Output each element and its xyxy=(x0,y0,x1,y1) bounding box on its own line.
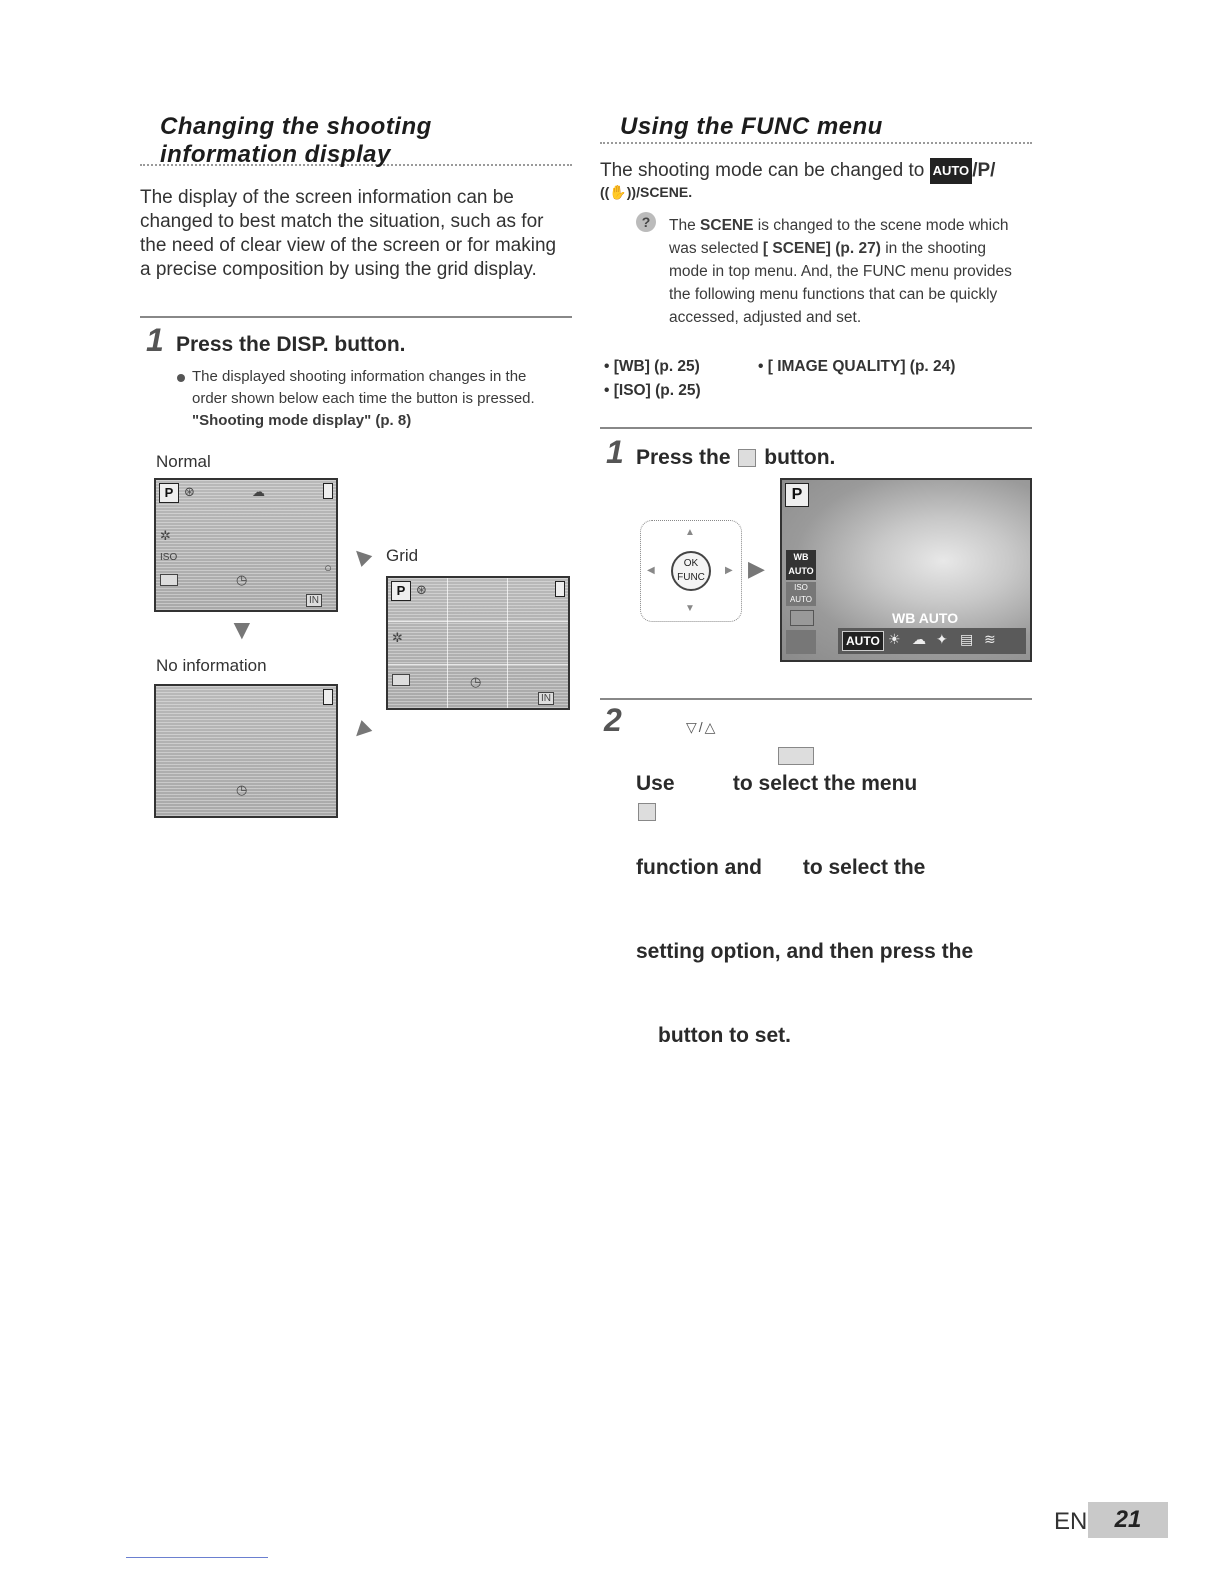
arrow-down-left-icon: ▲ xyxy=(340,712,381,752)
mode-p-icon: P xyxy=(785,483,809,507)
wb-underwater-icon: ≋ xyxy=(984,631,996,647)
right-step2-line2: function and to select the xyxy=(636,856,926,879)
side-menu-iso xyxy=(786,582,816,606)
wb-cloud-icon: ☁ xyxy=(912,631,926,647)
right-arrow-icon: ▶ xyxy=(725,565,733,576)
bullet-iso-text: [ISO] (p. 25) xyxy=(613,382,701,399)
func-menu-screen xyxy=(780,478,1032,662)
footer-rule xyxy=(126,1557,268,1558)
image-size-icon xyxy=(392,674,410,686)
left-section-title-line1: Changing the shooting xyxy=(160,113,432,140)
tip-rest: in the shooting mode in top menu. And, the FUNC menu provides the following menu functions that can be quickly accessed, adjusted and set. xyxy=(669,240,1012,326)
up-arrow-icon: ▲ xyxy=(685,527,695,538)
left-step1-note-ref: "Shooting mode display" (p. 8) xyxy=(192,412,412,429)
right-step1-title xyxy=(636,446,835,470)
tip-prefix: The xyxy=(669,217,696,234)
wb-icon: ✲ xyxy=(392,630,403,645)
bullet-image-quality-text: [ IMAGE QUALITY] (p. 24) xyxy=(767,358,956,375)
down-arrow-icon: ▼ xyxy=(685,603,695,614)
grid-line xyxy=(388,621,568,622)
self-timer-icon: ◷ xyxy=(236,572,248,587)
wb-sun-icon: ☀ xyxy=(888,631,901,647)
ok-func-button-icon xyxy=(671,551,711,591)
left-divider xyxy=(140,316,572,318)
left-arrow-icon: ◀ xyxy=(647,565,655,576)
right-step1-prefix: Press the xyxy=(636,446,731,469)
flash-icon: ⊛ xyxy=(416,582,427,597)
dis-mode-icon: ((✋)) xyxy=(600,184,637,200)
tip-icon: ? xyxy=(636,212,656,232)
right-step1-number: 1 xyxy=(606,434,624,470)
self-timer-icon: ◷ xyxy=(236,782,248,797)
arrow-up-right-icon: ▲ xyxy=(340,535,381,575)
image-size-icon xyxy=(160,574,178,586)
in-memory-icon: IN xyxy=(538,692,554,705)
right-divider-1 xyxy=(600,427,1032,429)
wb-options-bar xyxy=(838,628,1026,654)
bullet-iso: • [ISO] (p. 25) xyxy=(604,382,701,399)
side-menu-wb xyxy=(786,550,816,580)
bullet-wb: • [WB] (p. 25) xyxy=(604,358,700,375)
side-menu-iso-label: ISO AUTO xyxy=(789,583,813,604)
caption-grid: Grid xyxy=(386,546,419,565)
right-divider-2 xyxy=(600,698,1032,700)
lcd-normal-display xyxy=(154,478,338,612)
left-step1-note-text: The displayed shooting information changes in the order shown below each time the button is pressed. xyxy=(192,368,535,407)
focus-icon: ○ xyxy=(324,560,332,575)
arrow-right-icon: ▶ xyxy=(748,556,765,581)
right-step2-line4: button to set. xyxy=(658,1024,791,1047)
auto-mode-icon: AUTO xyxy=(930,158,973,184)
tip-ref: [ SCENE] (p. 27) xyxy=(762,240,881,257)
control-dial xyxy=(640,520,742,622)
right-intro xyxy=(600,158,1030,184)
grid-line xyxy=(507,578,508,708)
mode-p-icon: P xyxy=(159,483,179,503)
grid-line xyxy=(388,664,568,665)
tip-scene: SCENE xyxy=(700,217,754,234)
wb-option-auto: AUTO xyxy=(842,631,884,651)
right-intro-scene: /SCENE. xyxy=(636,184,693,200)
left-intro-text: The display of the screen information can be changed to best match the situation, such as for the need of clear view of the screen or for making a precise composition by using the grid display. xyxy=(140,187,557,280)
right-step1-suffix: button. xyxy=(764,446,836,469)
wb-fluorescent-icon: ▤ xyxy=(960,631,974,647)
wb-current-label: WB AUTO xyxy=(892,610,959,626)
left-step1-title: Press the DISP. button. xyxy=(176,333,406,356)
right-intro-line2 xyxy=(600,184,692,201)
func-button-icon xyxy=(638,803,656,821)
battery-icon xyxy=(323,689,333,705)
left-section-title-line2: information display xyxy=(160,141,391,168)
right-intro-suffix: /P/ xyxy=(972,160,996,182)
func-button-icon xyxy=(738,449,756,467)
macro-icon: ☁ xyxy=(252,484,265,499)
bullet-wb-text: [WB] (p. 25) xyxy=(613,358,700,375)
grid-line xyxy=(447,578,448,708)
caption-normal: Normal xyxy=(156,452,211,471)
bullet-image-quality: • [ IMAGE QUALITY] (p. 24) xyxy=(758,358,956,375)
battery-icon xyxy=(323,483,333,499)
right-section-title: Using the FUNC menu xyxy=(620,113,883,140)
ok-label: OK xyxy=(683,558,699,569)
footer-language: EN xyxy=(1054,1508,1088,1535)
right-step2-line1: Use to select the menu xyxy=(636,772,918,795)
lcd-grid-display xyxy=(386,576,570,710)
battery-icon xyxy=(555,581,565,597)
side-menu-wb-label: WB AUTO xyxy=(788,552,814,576)
left-right-buttons-icon xyxy=(778,747,814,765)
flash-icon: ⊛ xyxy=(184,484,195,499)
self-timer-icon: ◷ xyxy=(470,674,482,689)
footer-page-number: 21 xyxy=(1088,1502,1168,1538)
tip-mid: is changed to the scene mode which was selected xyxy=(669,217,1009,257)
wb-tungsten-icon: ✦ xyxy=(936,631,948,647)
left-step1-bullet-dot xyxy=(177,374,185,382)
tip-text xyxy=(669,214,1014,329)
in-memory-icon: IN xyxy=(306,594,322,607)
arrow-down-icon: ▼ xyxy=(228,614,256,645)
caption-no-information: No information xyxy=(156,656,267,675)
right-intro-text: The shooting mode can be changed to xyxy=(600,160,925,182)
iso-icon: ISO xyxy=(160,552,178,563)
mode-p-icon: P xyxy=(391,581,411,601)
left-step1-number: 1 xyxy=(146,322,164,358)
right-step2-text xyxy=(636,714,973,1078)
func-label: FUNC xyxy=(677,572,705,583)
left-step1-note xyxy=(192,366,552,432)
lcd-no-information-display xyxy=(154,684,338,818)
right-step2-line3: setting option, and then press the xyxy=(636,940,974,963)
wb-icon: ✲ xyxy=(160,528,171,543)
right-step2-number: 2 xyxy=(604,702,622,738)
side-menu-bottom-icon xyxy=(786,630,816,654)
side-menu-image-quality-icon xyxy=(790,610,814,626)
up-down-buttons-icon: ▽/△ xyxy=(686,719,718,735)
